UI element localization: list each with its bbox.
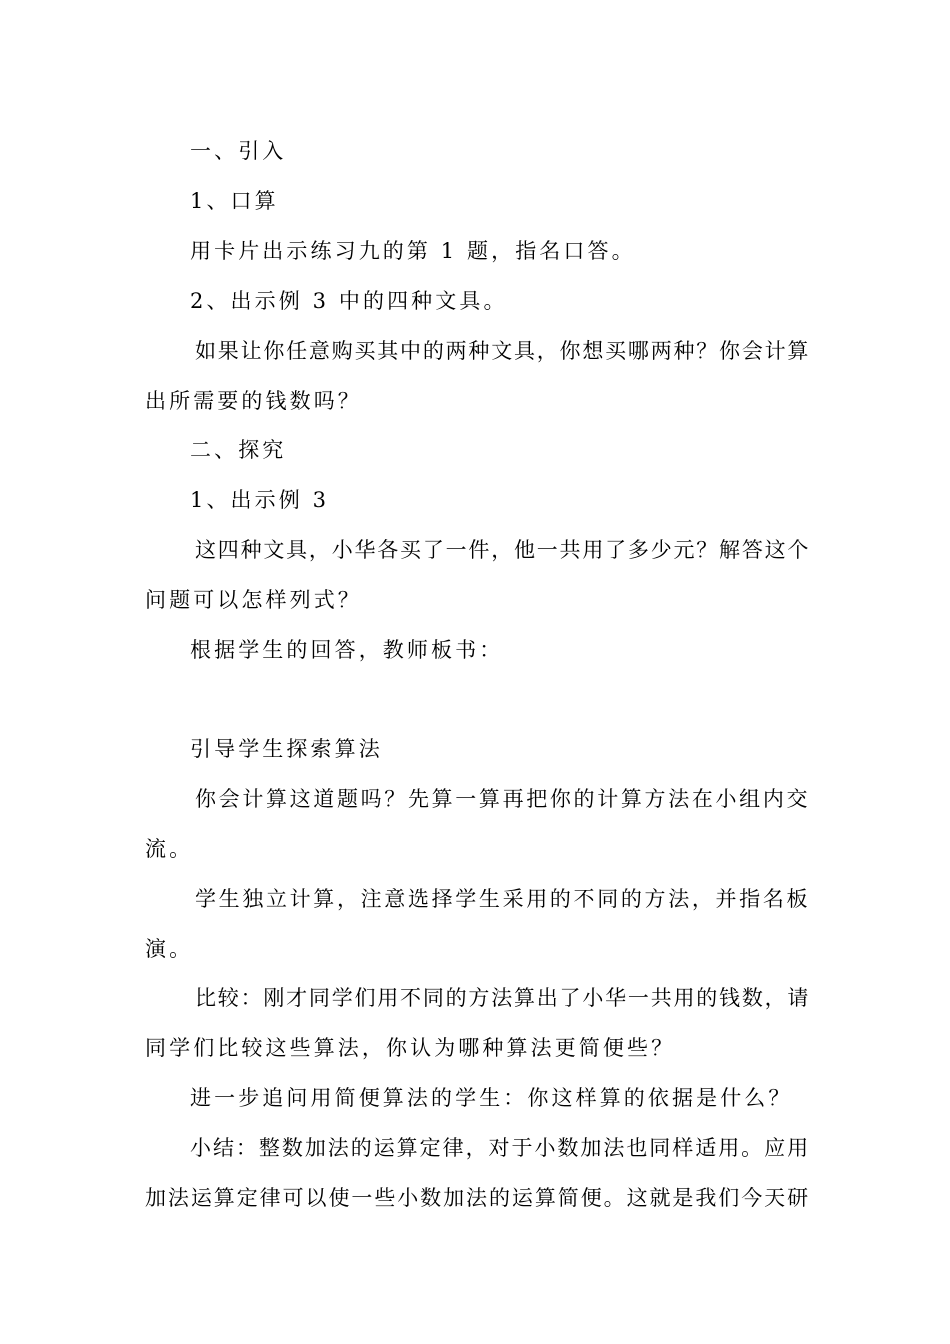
paragraph-line: 小结：整数加法的运算定律，对于小数加法也同样适用。应用 xyxy=(190,1136,810,1160)
paragraph-line: 这四种文具，小华各买了一件，他一共用了多少元？解答这个 xyxy=(195,538,810,562)
paragraph-line: 出所需要的钱数吗？ xyxy=(145,389,362,413)
paragraph-line: 用卡片出示练习九的第 1 题，指名口答。 xyxy=(190,239,636,263)
subheading-example-stationery: 2、出示例 3 中的四种文具。 xyxy=(190,289,508,313)
subheading-explore-algorithm: 引导学生探索算法 xyxy=(190,737,383,761)
subheading-oral-calculation: 1、口算 xyxy=(190,189,279,213)
paragraph-line: 同学们比较这些算法，你认为哪种算法更简便些？ xyxy=(145,1036,676,1060)
paragraph-line: 学生独立计算，注意选择学生采用的不同的方法，并指名板 xyxy=(195,887,810,911)
heading-introduction: 一、引入 xyxy=(190,139,287,163)
paragraph-line: 流。 xyxy=(145,837,194,861)
subheading-show-example: 1、出示例 3 xyxy=(190,488,330,512)
paragraph-line: 比较：刚才同学们用不同的方法算出了小华一共用的钱数，请 xyxy=(195,986,810,1010)
paragraph-line: 进一步追问用简便算法的学生：你这样算的依据是什么？ xyxy=(190,1086,793,1110)
paragraph-line: 你会计算这道题吗？先算一算再把你的计算方法在小组内交 xyxy=(195,787,810,811)
heading-exploration: 二、探究 xyxy=(190,438,287,462)
paragraph-line: 问题可以怎样列式？ xyxy=(145,588,362,612)
paragraph-line: 如果让你任意购买其中的两种文具，你想买哪两种？你会计算 xyxy=(195,339,810,363)
paragraph-line: 根据学生的回答，教师板书： xyxy=(190,638,504,662)
paragraph-line: 演。 xyxy=(145,937,194,961)
paragraph-line: 加法运算定律可以使一些小数加法的运算简便。这就是我们今天研 xyxy=(145,1186,810,1210)
